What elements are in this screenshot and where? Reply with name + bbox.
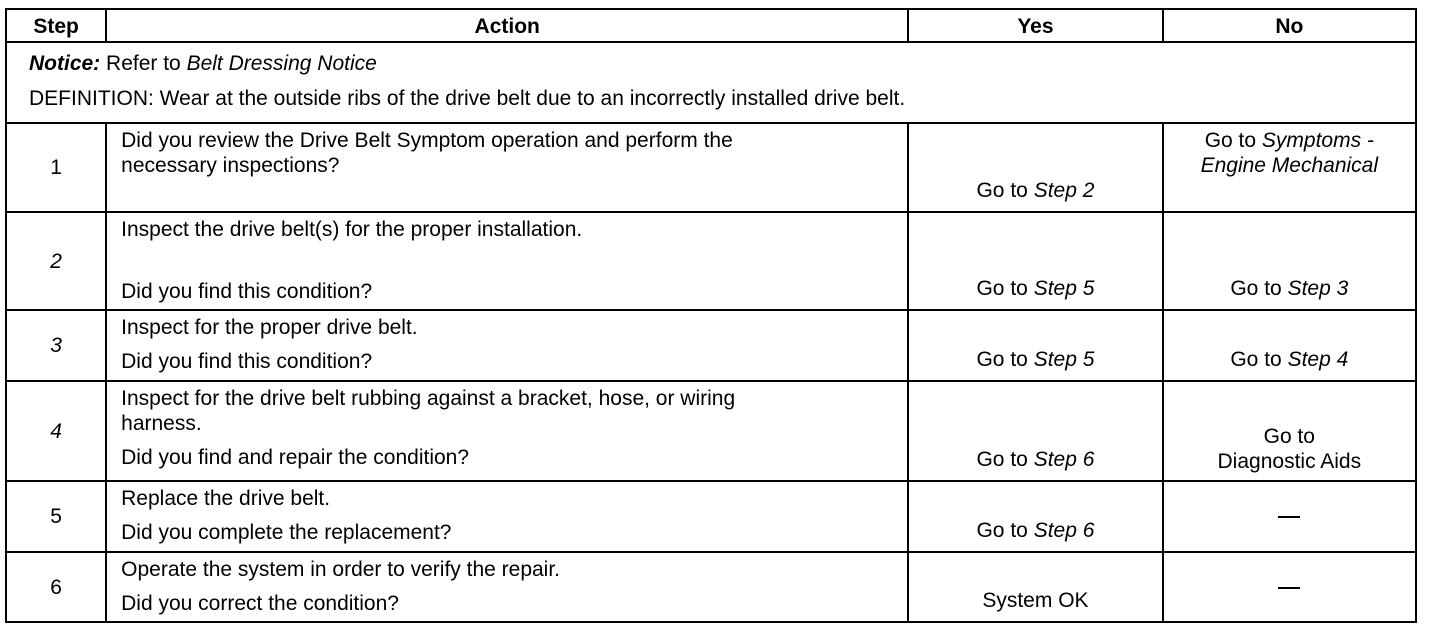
question-text: Did you complete the replacement? xyxy=(121,521,452,544)
table-row xyxy=(6,310,1416,381)
yes-step-link[interactable]: Step 2 xyxy=(1033,179,1095,202)
no-cell xyxy=(1163,552,1416,622)
action-text: Inspect for the drive belt rubbing against a bracket, hose, or wiring xyxy=(121,387,736,410)
diagnostic-aids-link[interactable]: Diagnostic Aids xyxy=(1217,450,1362,473)
notice-row xyxy=(6,42,1416,123)
system-ok-text: System OK xyxy=(982,589,1089,612)
action-text: harness. xyxy=(121,412,202,435)
action-cell xyxy=(106,310,908,381)
yes-step-link[interactable]: Step 5 xyxy=(1033,277,1095,300)
definition-text: DEFINITION: Wear at the outside ribs of the drive belt due to an incorrectly installed drive belt. xyxy=(29,87,906,110)
question-text: Did you find and repair the condition? xyxy=(121,446,470,469)
header-no: No xyxy=(1163,9,1416,42)
header-row xyxy=(6,9,1416,42)
no-cell xyxy=(1163,481,1416,552)
action-cell xyxy=(106,123,908,212)
yes-cell xyxy=(908,310,1162,381)
go-to-label: Go to xyxy=(1230,277,1282,300)
go-to-label: Go to xyxy=(1263,425,1315,448)
action-cell xyxy=(106,481,908,552)
table-row xyxy=(6,381,1416,481)
table-row xyxy=(6,481,1416,552)
go-to-label: Go to xyxy=(976,519,1028,542)
action-cell xyxy=(106,212,908,310)
no-step-link[interactable]: Step 4 xyxy=(1287,348,1349,371)
yes-cell xyxy=(908,123,1162,212)
action-cell xyxy=(106,381,908,481)
no-cell xyxy=(1163,123,1416,212)
yes-cell xyxy=(908,381,1162,481)
go-to-label: Go to xyxy=(976,277,1028,300)
go-to-label: Go to xyxy=(976,179,1028,202)
header-action: Action xyxy=(106,9,908,42)
table-row xyxy=(6,552,1416,622)
no-symptoms-link[interactable]: Symptoms - xyxy=(1261,129,1374,152)
question-text: Did you correct the condition? xyxy=(121,592,399,615)
action-text: Inspect the drive belt(s) for the proper installation. xyxy=(121,218,583,241)
step-number: 1 xyxy=(6,123,106,212)
question-text: Did you find this condition? xyxy=(121,280,373,303)
action-cell xyxy=(106,552,908,622)
go-to-label: Go to xyxy=(976,448,1028,471)
yes-step-link[interactable]: Step 6 xyxy=(1033,448,1095,471)
header-yes: Yes xyxy=(908,9,1162,42)
action-text: Inspect for the proper drive belt. xyxy=(121,316,418,339)
dash-icon xyxy=(1278,587,1300,589)
table-row xyxy=(6,123,1416,212)
diagnostic-table xyxy=(5,8,1417,623)
step-number: 4 xyxy=(6,381,106,481)
go-to-label: Go to xyxy=(1204,129,1257,152)
no-engine-mechanical-link[interactable]: Engine Mechanical xyxy=(1200,154,1379,177)
no-step-link[interactable]: Step 3 xyxy=(1287,277,1349,300)
action-text: Replace the drive belt. xyxy=(121,487,331,510)
header-step: Step xyxy=(6,9,106,42)
no-cell xyxy=(1163,310,1416,381)
notice-cell xyxy=(6,42,1416,123)
step-number: 3 xyxy=(6,310,106,381)
question-text: Did you find this condition? xyxy=(121,350,373,373)
table-row xyxy=(6,212,1416,310)
yes-cell xyxy=(908,212,1162,310)
go-to-label: Go to xyxy=(1230,348,1282,371)
no-cell xyxy=(1163,212,1416,310)
yes-cell xyxy=(908,552,1162,622)
go-to-label: Go to xyxy=(976,348,1028,371)
dash-icon xyxy=(1278,516,1300,518)
notice-prefix: Refer to xyxy=(106,52,181,75)
action-text: Did you review the Drive Belt Symptom operation and perform the xyxy=(121,129,733,152)
notice-line xyxy=(29,51,1415,86)
yes-cell xyxy=(908,481,1162,552)
notice-label: Notice: xyxy=(29,52,101,75)
belt-dressing-notice-link[interactable]: Belt Dressing Notice xyxy=(186,52,377,75)
yes-step-link[interactable]: Step 6 xyxy=(1033,519,1095,542)
no-cell xyxy=(1163,381,1416,481)
action-text: Operate the system in order to verify the repair. xyxy=(121,558,561,581)
step-number: 5 xyxy=(6,481,106,552)
yes-step-link[interactable]: Step 5 xyxy=(1033,348,1095,371)
action-text: necessary inspections? xyxy=(121,154,340,177)
step-number: 6 xyxy=(6,552,106,622)
step-number: 2 xyxy=(6,212,106,310)
